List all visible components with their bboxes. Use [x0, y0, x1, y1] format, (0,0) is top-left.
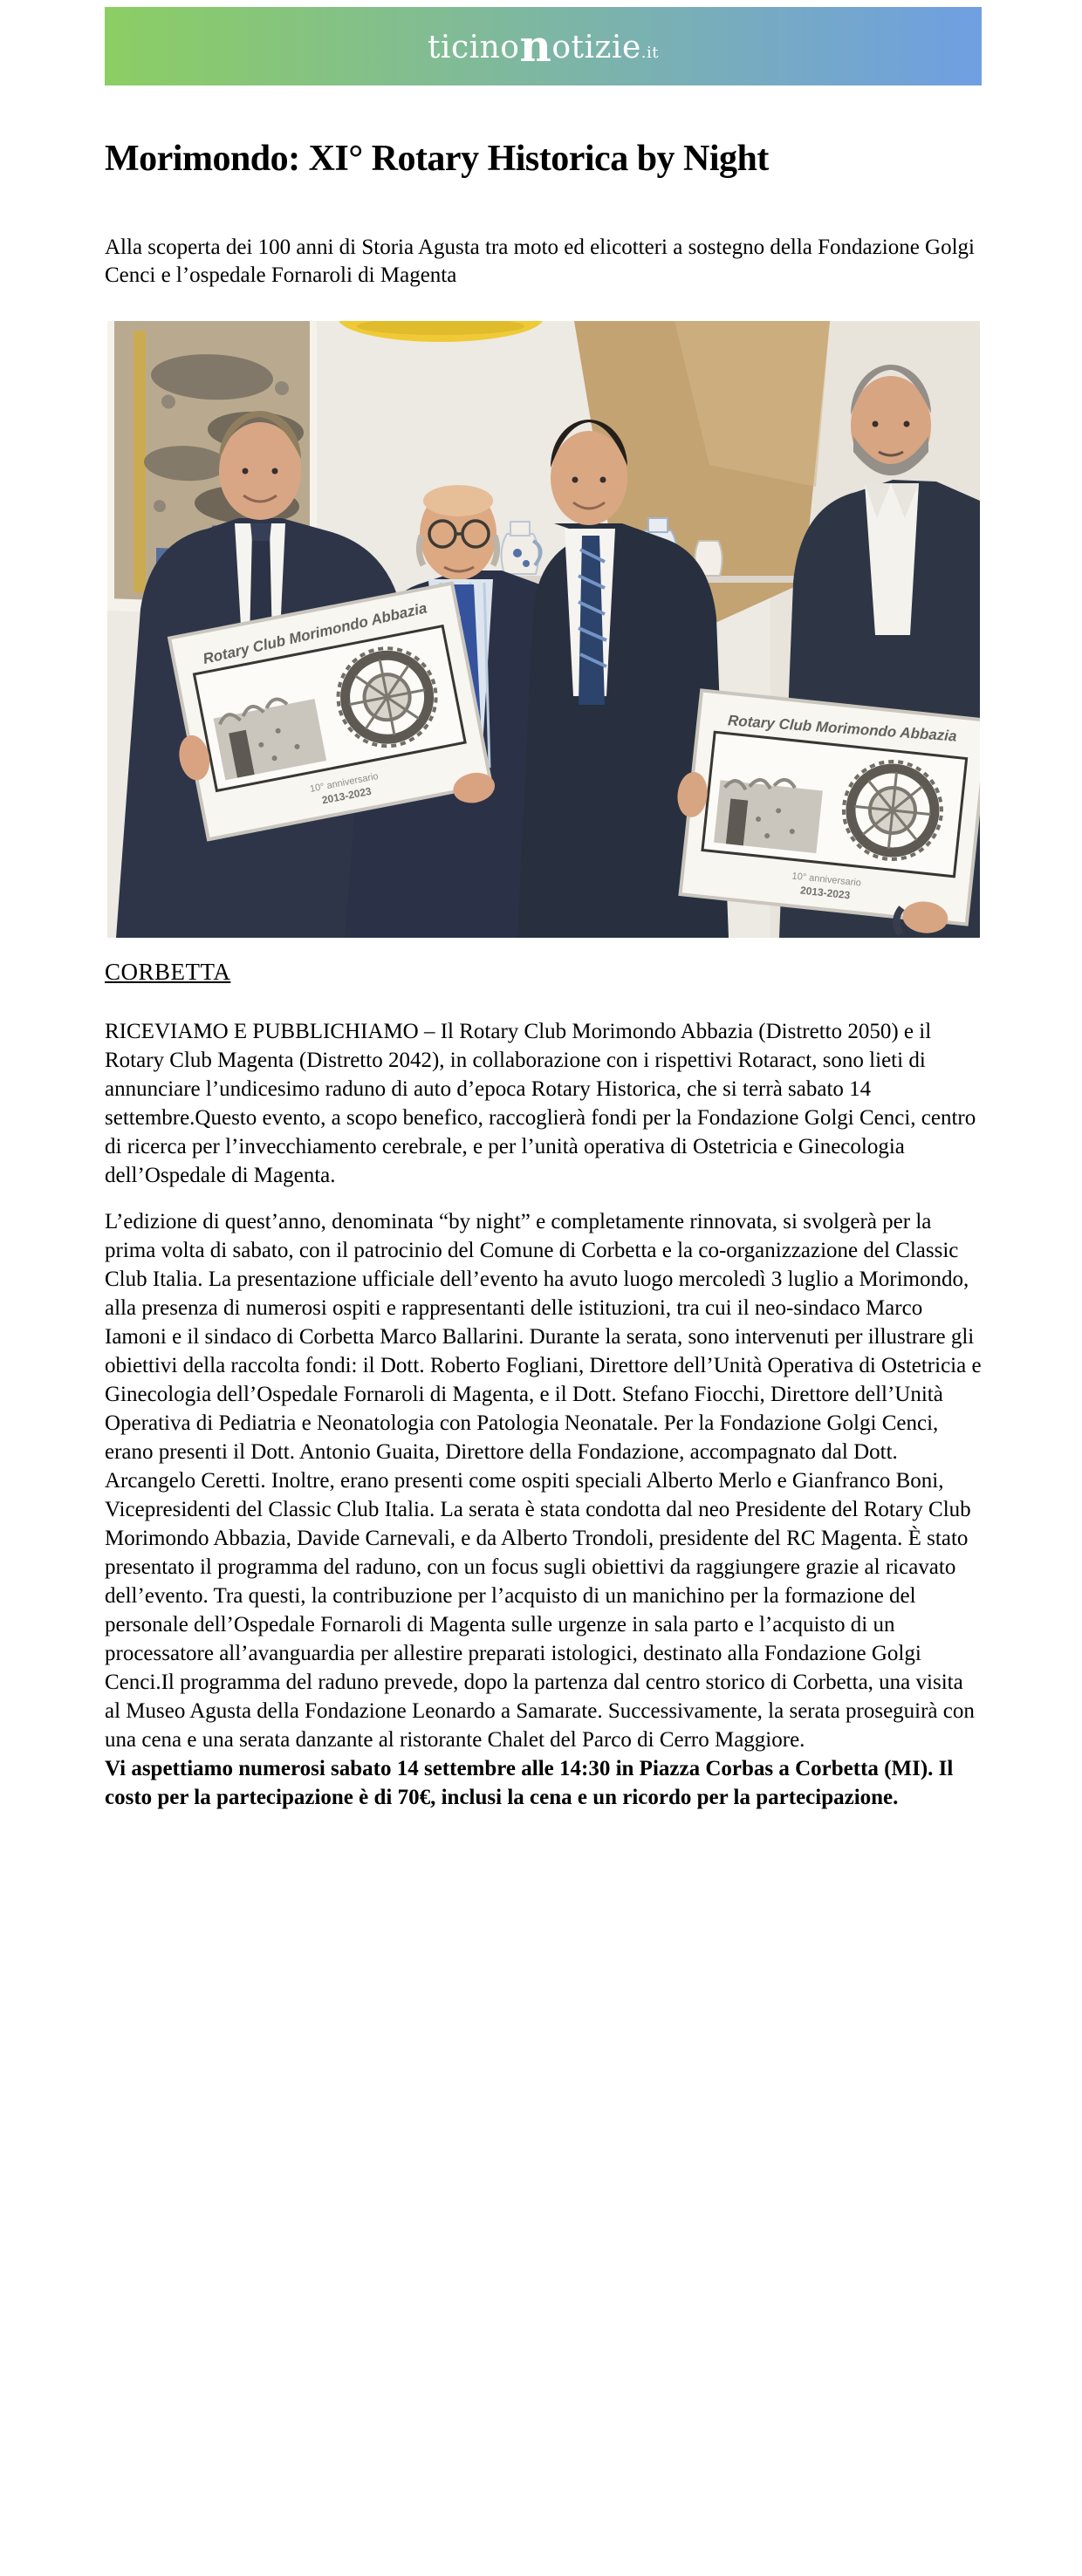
- category-link[interactable]: CORBETTA: [105, 959, 231, 985]
- logo-text-otizie: otizie: [551, 30, 641, 65]
- article-paragraph-2: L’edizione di quest’anno, denominata “by night” e completamente rinnovata, si svolgerà per la prima volta di sabato, con il patrocinio del Comune di Corbetta e la co-organizzazione del Classic Club Italia. La presentazione ufficiale dell’evento ha avuto luogo mercoledì 3 luglio a Morimondo, alla presenza di numerosi ospiti e rappresentanti delle istituzioni, tra cui il neo-sindaco Marco Iamoni e il sindaco di Corbetta Marco Ballarini. Durante la serata, sono intervenuti per illustrare gli obiettivi della raccolta fondi: il Dott. Roberto Fogliani, Direttore dell’Unità Operativa di Ostetricia e Ginecologia dell’Ospedale Fornaroli di Magenta, e il Dott. Stefano Fiocchi, Direttore dell’Unità Operativa di Pediatria e Neonatologia con Patologia Neonatale. Per la Fondazione Golgi Cenci, erano presenti il Dott. Antonio Guaita, Direttore della Fondazione, accompagnato dal Dott. Arcangelo Ceretti. Inoltre, erano presenti come ospiti speciali Alberto Merlo e Gianfranco Boni, Vicepresidenti del Classic Club Italia. La serata è stata condotta dal neo Presidente del Rotary Club Morimondo Abbazia, Davide Carnevali, e da Alberto Trondoli, presidente del RC Magenta. È stato presentato il programma del raduno, con un focus sugli obiettivi da raggiungere grazie al ricavato dell’evento. Tra questi, la contribuzione per l’acquisto di un manichino per la formazione del personale dell’Ospedale Fornaroli di Magenta sulle urgenze in sala parto e l’acquisto di un processatore all’avanguardia per allestire preparati istologici, destinato alla Fondazione Golgi Cenci.Il programma del raduno prevede, dopo la partenza dal centro storico di Corbetta, una visita al Museo Agusta della Fondazione Leonardo a Samarate. Successivamente, la serata proseguirà con una cena e una serata danzante al ristorante Chalet del Parco di Cerro Maggiore.: [105, 1210, 982, 1752]
- article-closing-bold: Vi aspettiamo numerosi sabato 14 settembre alle 14:30 in Piazza Corbas a Corbetta (MI). Il costo per la partecipazione è di 70€, inclusi la cena e un ricordo per la partecipazione.: [105, 1757, 954, 1809]
- article-subtitle: Alla scoperta dei 100 anni di Storia Agusta tra moto ed elicotteri a sostegno della Fondazione Golgi Cenci e l’ospedale Fornaroli di Magenta: [105, 236, 975, 287]
- logo-tld: .it: [640, 44, 660, 62]
- logo-text-ticino: ticino: [427, 30, 520, 65]
- photo-tint: [107, 321, 980, 938]
- site-logo[interactable]: [427, 20, 660, 72]
- site-header-banner: [105, 7, 982, 85]
- event-photo-illustration: [107, 321, 980, 938]
- article-title: Morimondo: XI° Rotary Historica by Night: [105, 139, 769, 179]
- category-row: [105, 959, 982, 986]
- article-paragraph-1: RICEVIAMO E PUBBLICHIAMO – Il Rotary Club Morimondo Abbazia (Distretto 2050) e il Rotary Club Magenta (Distretto 2042), in collaborazione con i rispettivi Rotaract, sono lieti di annunciare l’undicesimo raduno di auto d’epoca Rotary Historica, che si terrà sabato 14 settembre.Questo evento, a scopo benefico, raccoglierà fondi per la Fondazione Golgi Cenci, centro di ricerca per l’invecchiamento cerebrale, e per l’unità operativa di Ostetricia e Ginecologia dell’Ospedale di Magenta.: [105, 1020, 976, 1187]
- article-photo: [107, 321, 980, 938]
- article-column: [105, 7, 982, 1812]
- logo-text-big-n: n: [519, 20, 552, 72]
